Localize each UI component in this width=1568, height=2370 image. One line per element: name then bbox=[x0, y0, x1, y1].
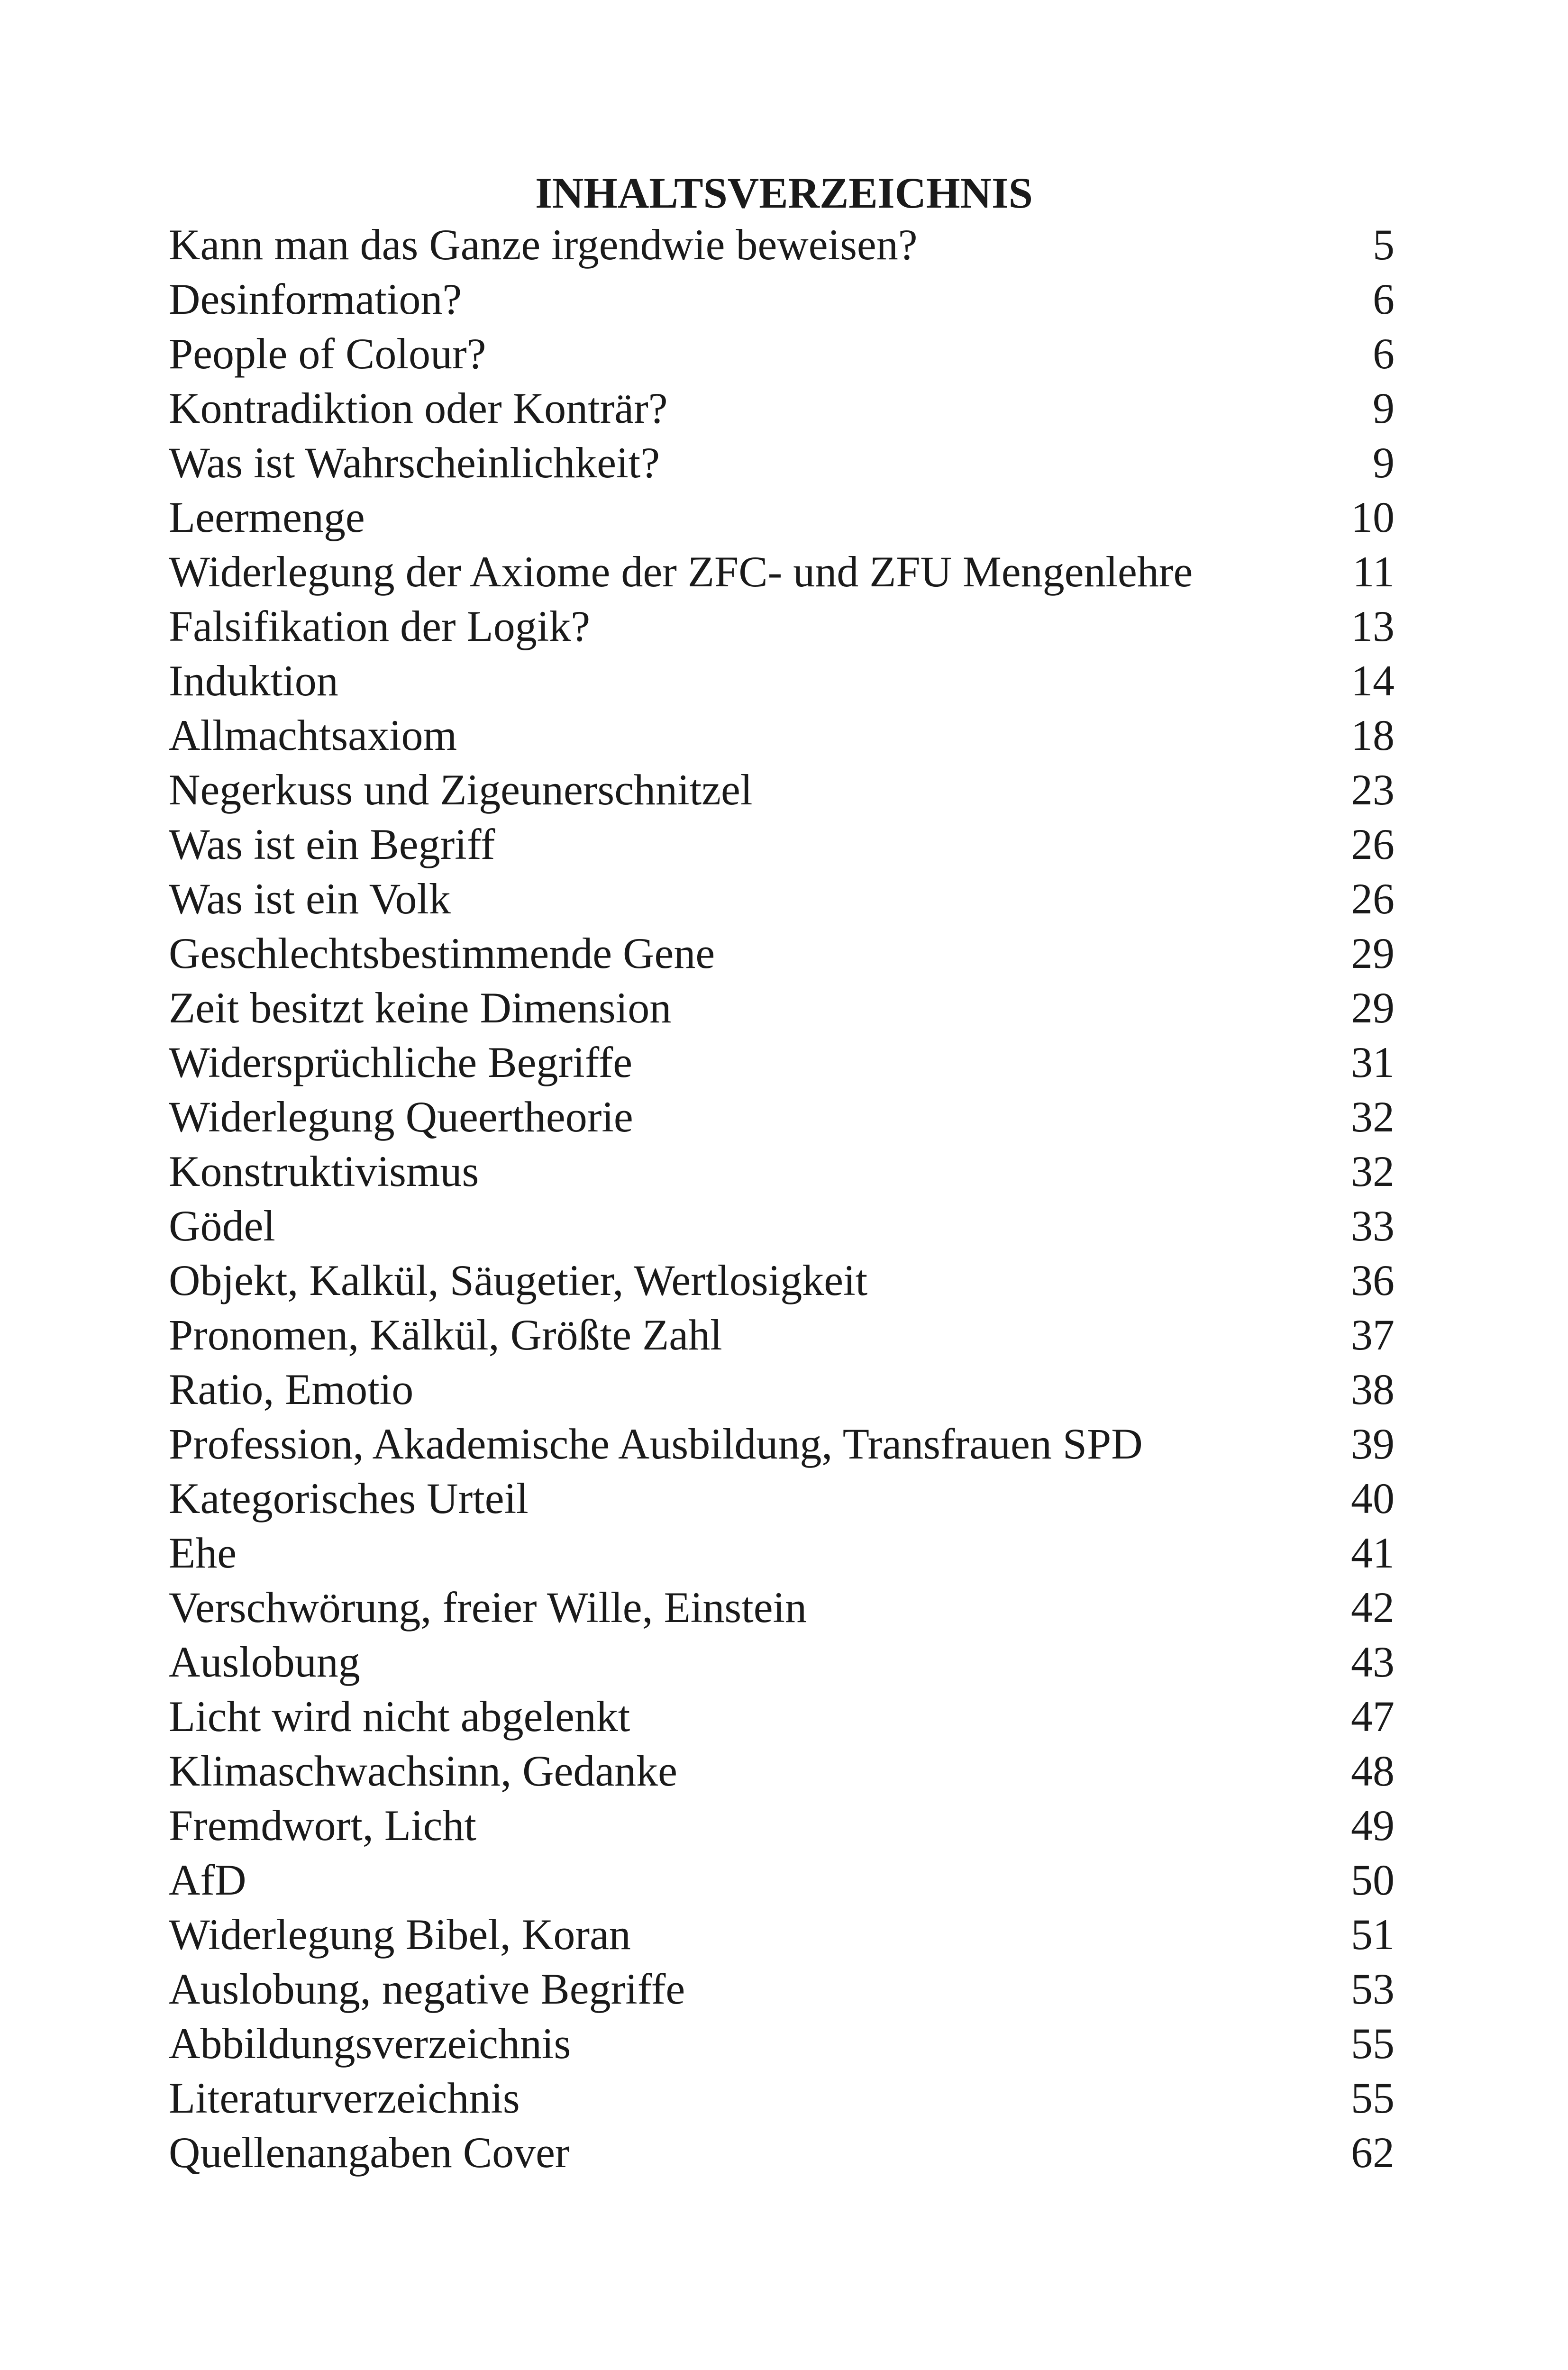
toc-entry-title: Widerlegung Bibel, Koran bbox=[169, 1910, 631, 1959]
toc-entry-title: Zeit besitzt keine Dimension bbox=[169, 984, 672, 1032]
toc-entry-title: Was ist ein Begriff bbox=[169, 820, 495, 868]
toc-entry bbox=[169, 272, 1395, 327]
toc-entry-page-number: 50 bbox=[1351, 1856, 1395, 1904]
toc-entry-title: Quellenangaben Cover bbox=[169, 2128, 570, 2177]
toc-entry-page-number: 5 bbox=[1373, 220, 1395, 269]
toc-entry-title: Auslobung bbox=[169, 1638, 360, 1686]
toc-entry-page-number: 6 bbox=[1373, 275, 1395, 323]
toc-entry bbox=[169, 1362, 1395, 1417]
toc-entry-page-number: 31 bbox=[1351, 1038, 1395, 1086]
toc-entry bbox=[169, 2016, 1395, 2071]
toc-entry-title: Pronomen, Kälkül, Größte Zahl bbox=[169, 1311, 722, 1359]
toc-entry bbox=[169, 981, 1395, 1035]
toc-entry-page-number: 41 bbox=[1351, 1529, 1395, 1577]
toc-entry bbox=[169, 708, 1395, 763]
toc-entry-page-number: 33 bbox=[1351, 1202, 1395, 1250]
toc-entry-page-number: 29 bbox=[1351, 984, 1395, 1032]
toc-entry-page-number: 10 bbox=[1351, 493, 1395, 541]
toc-entry-page-number: 9 bbox=[1373, 384, 1395, 432]
toc-title: INHALTSVERZEICHNIS bbox=[535, 169, 1033, 217]
toc-entry bbox=[169, 599, 1395, 654]
toc-entry-title: Klimaschwachsinn, Gedanke bbox=[169, 1747, 678, 1795]
toc-entry-page-number: 26 bbox=[1351, 820, 1395, 868]
toc-entry-title: Kategorisches Urteil bbox=[169, 1474, 529, 1522]
toc-entry-page-number: 32 bbox=[1351, 1093, 1395, 1141]
toc-entry-title: Abbildungsverzeichnis bbox=[169, 2019, 571, 2068]
toc-entry-title: Was ist ein Volk bbox=[169, 875, 451, 923]
toc-entry bbox=[169, 381, 1395, 436]
toc-entry bbox=[169, 1199, 1395, 1253]
toc-entry bbox=[169, 1035, 1395, 1090]
toc-entry bbox=[169, 926, 1395, 981]
toc-entry-page-number: 55 bbox=[1351, 2074, 1395, 2122]
toc-entry-page-number: 53 bbox=[1351, 1965, 1395, 2013]
toc-entry-page-number: 47 bbox=[1351, 1692, 1395, 1741]
toc-entry-title: Negerkuss und Zigeunerschnitzel bbox=[169, 766, 753, 814]
toc-entry bbox=[169, 2125, 1395, 2180]
toc-entry-page-number: 48 bbox=[1351, 1747, 1395, 1795]
toc-entry-page-number: 39 bbox=[1351, 1420, 1395, 1468]
toc-entry bbox=[169, 218, 1395, 272]
toc-entry bbox=[169, 1853, 1395, 1907]
toc-entry-page-number: 26 bbox=[1351, 875, 1395, 923]
toc-entry bbox=[169, 1471, 1395, 1526]
toc-entry-title: Gödel bbox=[169, 1202, 275, 1250]
toc-entry-page-number: 42 bbox=[1351, 1583, 1395, 1632]
toc-entry bbox=[169, 872, 1395, 926]
toc-entry bbox=[169, 1580, 1395, 1635]
toc-entry bbox=[169, 817, 1395, 872]
toc-entry-page-number: 37 bbox=[1351, 1311, 1395, 1359]
toc-entry-page-number: 9 bbox=[1373, 438, 1395, 487]
toc-entry bbox=[169, 436, 1395, 490]
toc-entry bbox=[169, 654, 1395, 708]
toc-entry bbox=[169, 1308, 1395, 1362]
toc-entry-page-number: 18 bbox=[1351, 711, 1395, 759]
toc-list bbox=[169, 218, 1395, 2180]
toc-entry bbox=[169, 1907, 1395, 1962]
toc-entry-title: Auslobung, negative Begriffe bbox=[169, 1965, 685, 2013]
toc-entry-title: Ratio, Emotio bbox=[169, 1365, 414, 1413]
toc-entry-page-number: 49 bbox=[1351, 1801, 1395, 1850]
toc-entry bbox=[169, 1144, 1395, 1199]
toc-entry-page-number: 13 bbox=[1351, 602, 1395, 650]
toc-entry bbox=[169, 1635, 1395, 1689]
toc-entry-page-number: 32 bbox=[1351, 1147, 1395, 1195]
toc-entry-title: Desinformation? bbox=[169, 275, 462, 323]
toc-entry bbox=[169, 327, 1395, 381]
toc-entry-page-number: 55 bbox=[1351, 2019, 1395, 2068]
toc-entry bbox=[169, 1526, 1395, 1580]
toc-entry-title: Objekt, Kalkül, Säugetier, Wertlosigkeit bbox=[169, 1256, 868, 1304]
toc-entry-page-number: 23 bbox=[1351, 766, 1395, 814]
toc-entry-page-number: 6 bbox=[1373, 329, 1395, 378]
toc-entry-page-number: 62 bbox=[1351, 2128, 1395, 2177]
toc-entry-title: Kann man das Ganze irgendwie beweisen? bbox=[169, 220, 918, 269]
toc-entry-title: Kontradiktion oder Konträr? bbox=[169, 384, 668, 432]
toc-entry-title: Fremdwort, Licht bbox=[169, 1801, 476, 1850]
toc-entry-page-number: 38 bbox=[1351, 1365, 1395, 1413]
toc-entry-title: Was ist Wahrscheinlichkeit? bbox=[169, 438, 660, 487]
toc-entry-title: People of Colour? bbox=[169, 329, 486, 378]
toc-entry bbox=[169, 1689, 1395, 1744]
toc-entry bbox=[169, 763, 1395, 817]
toc-entry-title: Widerlegung der Axiome der ZFC- und ZFU Mengenlehre bbox=[169, 547, 1193, 596]
toc-entry-title: Ehe bbox=[169, 1529, 237, 1577]
toc-entry-title: Induktion bbox=[169, 656, 338, 705]
toc-entry-page-number: 14 bbox=[1351, 656, 1395, 705]
toc-entry-page-number: 29 bbox=[1351, 929, 1395, 977]
toc-entry-title: Geschlechtsbestimmende Gene bbox=[169, 929, 715, 977]
toc-entry-title: Leermenge bbox=[169, 493, 365, 541]
toc-entry-title: Konstruktivismus bbox=[169, 1147, 479, 1195]
toc-entry-title: Literaturverzeichnis bbox=[169, 2074, 520, 2122]
toc-entry bbox=[169, 1090, 1395, 1144]
toc-entry-page-number: 36 bbox=[1351, 1256, 1395, 1304]
toc-entry-title: Profession, Akademische Ausbildung, Transfrauen SPD bbox=[169, 1420, 1143, 1468]
toc-entry-title: Allmachtsaxiom bbox=[169, 711, 457, 759]
toc-entry bbox=[169, 545, 1395, 599]
toc-entry bbox=[169, 1962, 1395, 2016]
toc-entry-title: Licht wird nicht abgelenkt bbox=[169, 1692, 630, 1741]
toc-entry bbox=[169, 1798, 1395, 1853]
toc-entry bbox=[169, 1417, 1395, 1471]
toc-entry bbox=[169, 1253, 1395, 1308]
toc-entry-title: Falsifikation der Logik? bbox=[169, 602, 591, 650]
toc-entry-title: AfD bbox=[169, 1856, 246, 1904]
toc-entry bbox=[169, 490, 1395, 545]
toc-entry-title: Widersprüchliche Begriffe bbox=[169, 1038, 633, 1086]
toc-entry-page-number: 51 bbox=[1351, 1910, 1395, 1959]
toc-entry-title: Verschwörung, freier Wille, Einstein bbox=[169, 1583, 807, 1632]
toc-entry-page-number: 11 bbox=[1352, 547, 1395, 596]
toc-entry-page-number: 40 bbox=[1351, 1474, 1395, 1522]
toc-entry bbox=[169, 2071, 1395, 2125]
toc-entry bbox=[169, 1744, 1395, 1798]
toc-entry-page-number: 43 bbox=[1351, 1638, 1395, 1686]
toc-entry-title: Widerlegung Queertheorie bbox=[169, 1093, 633, 1141]
